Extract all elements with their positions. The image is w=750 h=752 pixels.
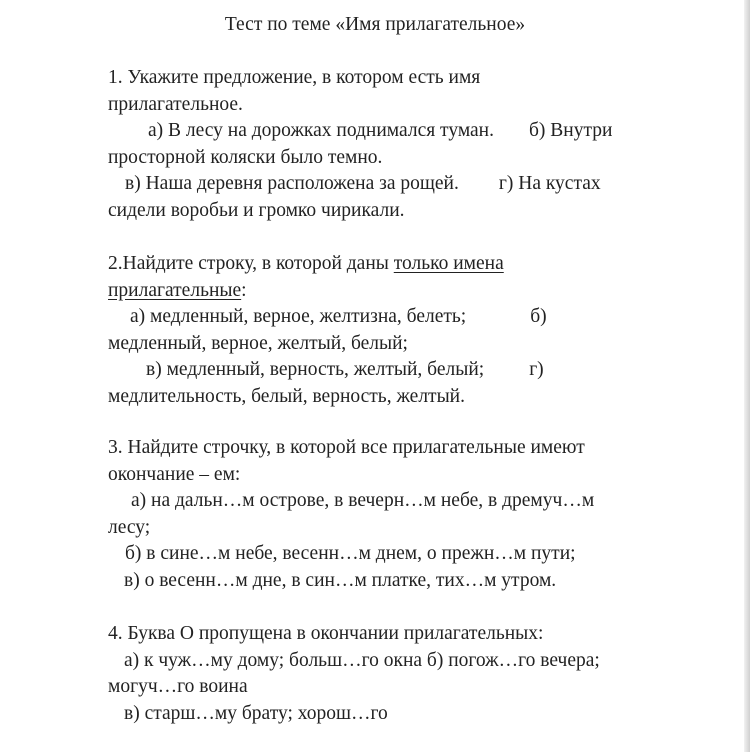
question-2-text-line-2 xyxy=(108,278,708,305)
question-4-option-v: в) старш…му брату; хорош…го xyxy=(124,702,388,724)
question-2-option-v-g xyxy=(108,357,708,384)
question-2-underline-1: только имена xyxy=(393,253,504,274)
question-2-suffix: : xyxy=(241,279,247,301)
question-1-option-a: а) В лесу на дорожках поднимался туман. xyxy=(148,120,494,141)
question-1-option-g-end: сидели воробьи и громко чирикали. xyxy=(108,199,405,221)
question-3-option-a-end: лесу; xyxy=(108,516,151,538)
question-2-option-b-text: медленный, верное, желтый, белый; xyxy=(108,332,408,354)
question-2-option-v: в) медленный, верность, желтый, белый; xyxy=(146,359,485,380)
question-1-option-b-end: просторной коляски было темно. xyxy=(108,146,383,168)
question-1-option-v-g xyxy=(108,171,708,198)
question-2-option-g-text: медлительность, белый, верность, желтый. xyxy=(108,385,465,407)
question-3-text-line-2: окончание – ем: xyxy=(108,463,241,485)
question-4-text-line-1: 4. Буква О пропущена в окончании прилагательных: xyxy=(108,623,544,644)
question-2-prefix: 2.Найдите строку, в которой даны xyxy=(108,253,394,274)
question-4 xyxy=(108,621,708,727)
question-3 xyxy=(108,435,708,594)
question-1-option-g-start: г) На кустах xyxy=(498,173,601,194)
question-4-option-a-b: а) к чуж…му дому; больш…го окна б) погож…го вечера; xyxy=(124,649,600,671)
page-edge-shadow xyxy=(744,0,750,752)
page-title: Тест по теме «Имя прилагательное» xyxy=(224,14,526,35)
question-2-option-b-label: б) xyxy=(530,306,547,327)
question-1 xyxy=(108,65,708,224)
question-1-option-b-start: б) Внутри xyxy=(529,120,613,141)
question-2 xyxy=(108,251,708,410)
question-1-option-v: в) Наша деревня расположена за рощей. xyxy=(125,173,459,194)
question-1-option-a-b xyxy=(108,118,708,145)
question-2-option-a-b xyxy=(108,304,708,331)
question-2-option-g-label: г) xyxy=(529,359,544,380)
question-3-option-b: б) в сине…м небе, весенн…м днем, о прежн…м пути; xyxy=(125,543,576,564)
question-3-option-v: в) о весенн…м дне, в син…м платке, тих…м утром. xyxy=(124,569,557,591)
question-1-text-line-1: 1. Укажите предложение, в котором есть имя xyxy=(108,67,481,88)
question-4-option-a-end: могуч…го воина xyxy=(108,676,248,697)
question-3-text-line-1: 3. Найдите строчку, в которой все прилагательные имеют xyxy=(108,437,585,458)
question-2-text-line-1 xyxy=(108,251,708,278)
question-2-underline-2: прилагательные xyxy=(108,279,242,301)
question-2-option-a: а) медленный, верное, желтизна, белеть; xyxy=(130,306,467,327)
question-1-text-line-2: прилагательное. xyxy=(108,93,243,115)
question-3-option-a: а) на дальн…м острове, в вечерн…м небе, в дремуч…м xyxy=(131,490,595,511)
